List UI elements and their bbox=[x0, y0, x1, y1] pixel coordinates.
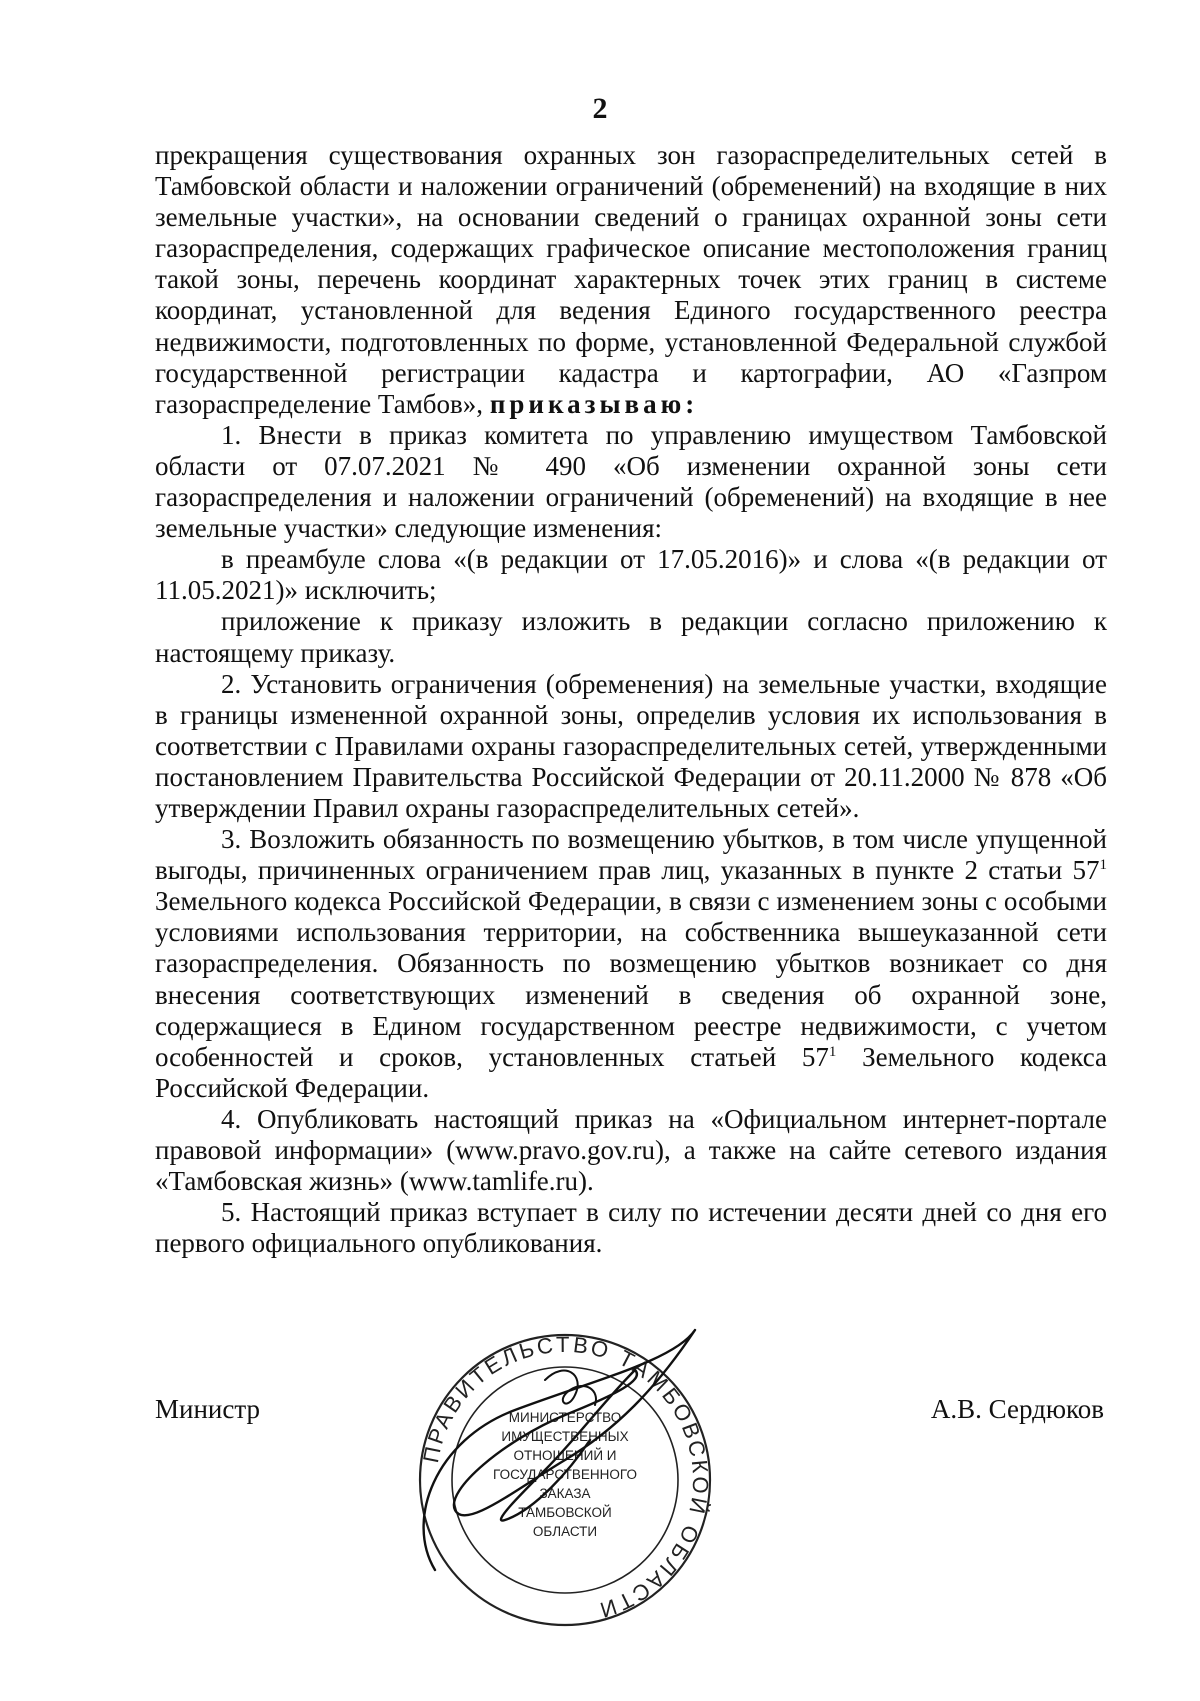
item-3-text-a: 3. Возложить обязанность по возмещению убытков, в том числе упущенной выгоды, причиненных ограничением прав лиц, указанных в пункте 2 статьи 57 bbox=[155, 824, 1107, 886]
page-number: 2 bbox=[592, 92, 608, 125]
item-3-text-c: Земельного кодекса Российской Федерации. bbox=[155, 1041, 1107, 1103]
stamp-line-1: МИНИСТЕРСТВО bbox=[508, 1410, 622, 1425]
order-keyword-colon: : bbox=[685, 388, 699, 419]
paragraph-item-1-change-1: в преамбуле слова «(в редакции от 17.05.2016)» и слова «(в редакции от 11.05.2021)» исключить; bbox=[155, 544, 1107, 606]
item-3-superscript-2: 1 bbox=[828, 1043, 837, 1060]
stamp-line-4: ГОСУДАРСТВЕННОГО bbox=[493, 1467, 637, 1482]
paragraph-item-1-change-2: приложение к приказу изложить в редакции согласно приложению к настоящему приказу. bbox=[155, 606, 1107, 668]
stamp-line-2: ИМУЩЕСТВЕННЫХ bbox=[501, 1429, 629, 1444]
signatory-name: А.В. Сердюков bbox=[930, 1394, 1104, 1424]
document-body bbox=[155, 140, 1107, 1259]
item-3-superscript-1: 1 bbox=[1099, 857, 1107, 874]
order-keyword: приказываю bbox=[489, 388, 686, 419]
stamp-line-3: ОТНОШЕНИЙ И bbox=[513, 1448, 617, 1463]
paragraph-item-3 bbox=[155, 824, 1107, 1104]
signatory-position: Министр bbox=[155, 1394, 260, 1424]
stamp-line-7: ОБЛАСТИ bbox=[532, 1524, 598, 1539]
stamp-line-5: ЗАКАЗА bbox=[539, 1486, 591, 1501]
paragraph-preamble bbox=[155, 140, 1107, 420]
stamp-line-6: ТАМБОВСКОЙ bbox=[518, 1505, 612, 1520]
preamble-text: прекращения существования охранных зон газораспределительных сетей в Тамбовской области и наложении ограничений (обременений) на входящие в них земельные участки», на основании сведений о границах охранной зоны сети газораспределения, содержащих графическое описание местоположения границ такой зоны, перечень координат характерных точек этих границ в системе координат, установленной для ведения Единого государственного реестра недвижимости, подготовленных по форме, установленной Федеральной службой государственной регистрации кадастра и картографии, АО «Газпром газораспределение Тамбов», bbox=[155, 140, 1107, 419]
paragraph-item-5: 5. Настоящий приказ вступает в силу по истечении десяти дней со дня его первого официального опубликования. bbox=[155, 1197, 1107, 1259]
paragraph-item-1: 1. Внести в приказ комитета по управлению имуществом Тамбовской области от 07.07.2021 № 490 «Об изменении охранной зоны сети газораспределения и наложении ограничений (обременений) на входящие в нее земельные участки» следующие изменения: bbox=[155, 419, 1107, 544]
handwritten-signature bbox=[395, 1320, 725, 1620]
item-3-text-b: Земельного кодекса Российской Федерации, в связи с изменением зоны с особыми условиями использования территории, на собственника вышеуказанной сети газораспределения. Обязанность по возмещению убытков возникает со дня внесения соответствующих изменений в сведения об охранной зоне, содержащиеся в Едином государственном реестре недвижимости, с учетом особенностей и сроков, установленных статьей 57 bbox=[155, 886, 1107, 1072]
paragraph-item-4: 4. Опубликовать настоящий приказ на «Официальном интернет-портале правовой информации» (www.pravo.gov.ru), а также на сайте сетевого издания «Тамбовская жизнь» (www.tamlife.ru). bbox=[155, 1103, 1107, 1197]
stamp-ring-text: ПРАВИТЕЛЬСТВО ТАМБОВСКОЙ ОБЛАСТИ bbox=[418, 1331, 714, 1624]
paragraph-item-2: 2. Установить ограничения (обременения) на земельные участки, входящие в границы измененной охранной зоны, определив условия их использования в соответствии с Правилами охраны газораспределительных сетей, утвержденными постановлением Правительства Российской Федерации от 20.11.2000 № 878 «Об утверждении Правил охраны газораспределительных сетей». bbox=[155, 668, 1107, 823]
